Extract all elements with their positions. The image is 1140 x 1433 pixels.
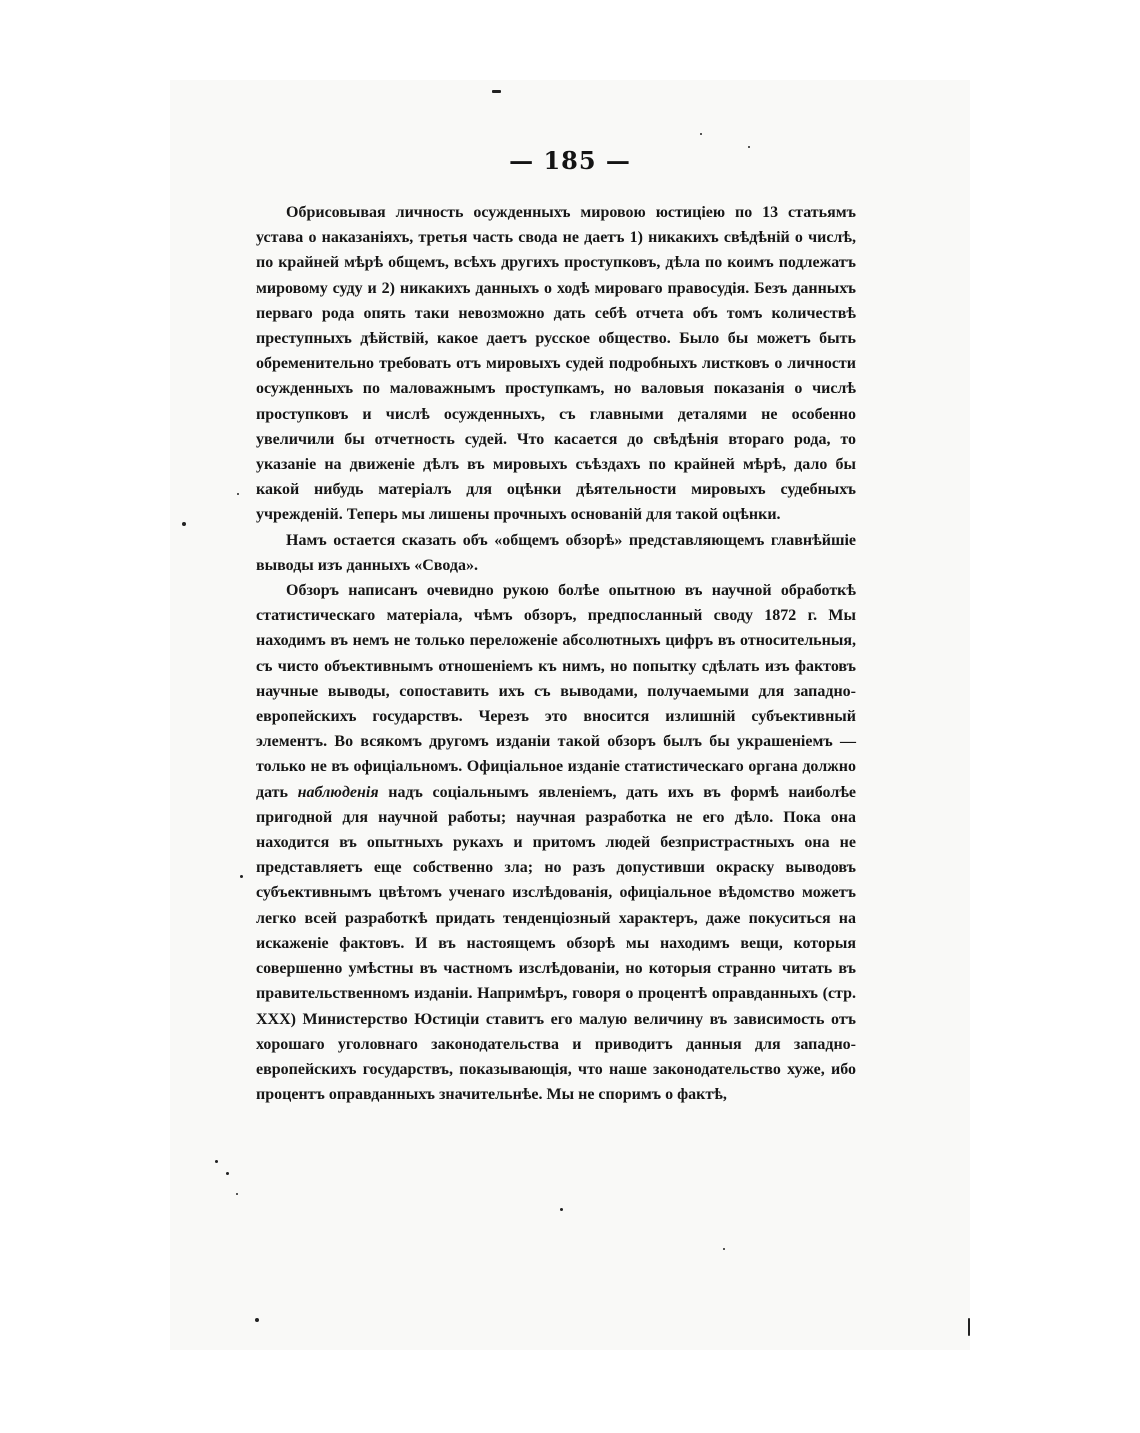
- scan-speck: [240, 875, 243, 878]
- scan-speck: [182, 522, 186, 526]
- paragraph-3-part-1: Обзоръ написанъ очевидно рукою болѣе опытною въ научной обработкѣ статистическаго матеріала, чѣмъ обзоръ, предпосланный своду 1872 г. Мы находимъ въ немъ не только переложеніе абсолютныхъ цифръ въ относительныя, съ чисто объективнымъ отношеніемъ къ нимъ, но попытку сдѣлать изъ фактовъ научные выводы, сопоставить ихъ съ выводами, получаемыми для западно-европейскихъ государствъ. Черезъ это вносится излишній субъективный элементъ. Во всякомъ другомъ изданіи такой обзоръ былъ бы украшеніемъ — только не въ офиціальномъ. Офиціальное изданіе статистическаго органа должно дать: [256, 582, 856, 801]
- scan-speck: [237, 493, 239, 495]
- paragraph-3: [256, 578, 856, 1107]
- italic-term: наблюденія: [297, 783, 379, 801]
- paragraph-1: Обрисовывая личность осужденныхъ мировою юстиціею по 13 статьямъ устава о наказаніяхъ, третья часть свода не даетъ 1) никакихъ свѣдѣній о числѣ, по крайней мѣрѣ общемъ, всѣхъ другихъ проступковъ, дѣла по коимъ подлежатъ мировому суду и 2) никакихъ данныхъ о ходѣ мироваго правосудія. Безъ данныхъ перваго рода опять таки невозможно дать себѣ отчета объ томъ количествѣ преступныхъ дѣйствій, какое даетъ русское общество. Было бы можетъ быть обременительно требовать отъ мировыхъ судей подробныхъ листковъ о личности осужденныхъ по маловажнымъ проступкамъ, но валовыя показанія о числѣ проступковъ и числѣ осужденныхъ, съ главными деталями не особенно увеличили бы отчетность судей. Что касается до свѣдѣнія втораго рода, то указаніе на движеніе дѣлъ въ мировыхъ съѣздахъ по крайней мѣрѣ, дало бы какой нибудь матеріалъ для оцѣнки дѣятельности мировыхъ судебныхъ учрежденій. Теперь мы лишены прочныхъ основаній для такой оцѣнки.: [256, 204, 856, 524]
- scan-speck: [968, 1318, 970, 1336]
- page-number: — 185 —: [509, 146, 631, 175]
- scan-speck: [492, 90, 501, 93]
- paragraph-3-part-2: надъ соціальнымъ явленіемъ, дать ихъ въ формѣ наиболѣе пригодной для научной работы; научная разработка не его дѣло. Пока она находится въ опытныхъ рукахъ и притомъ людей безпристрастныхъ она не представляетъ еще собственно зла; но разъ допустивши окраску выводовъ субъективнымъ цвѣтомъ ученаго изслѣдованія, офиціальное вѣдомство можетъ легко всей разработкѣ придать тенденціозный характеръ, даже покуситься на искаженіе фактовъ. И въ настоящемъ обзорѣ мы находимъ вещи, которыя совершенно умѣстны въ частномъ изслѣдованіи, но которыя странно читать въ правительственномъ изданіи. Напримѣръ, говоря о процентѣ оправданныхъ (стр. XXX) Министерство Юстиціи ставитъ его малую величину въ зависимость отъ хорошаго уголовнаго законодательства и приводитъ данныя для западно-европейскихъ государствъ, показывающія, что наше законодательство хуже, ибо процентъ оправданныхъ значительнѣе. Мы не споримъ о фактѣ,: [256, 783, 857, 1104]
- scan-speck: [560, 1208, 563, 1211]
- scan-speck: [748, 146, 750, 148]
- scan-speck: [215, 1160, 218, 1163]
- scan-speck: [723, 1248, 725, 1250]
- scan-speck: [700, 133, 702, 135]
- scan-speck: [255, 1318, 259, 1322]
- body-text: [256, 200, 856, 1107]
- paragraph-2: Намъ остается сказать объ «общемъ обзорѣ» представляющемъ главнѣйшіе выводы изъ данныхъ «Свода».: [256, 531, 856, 574]
- scan-speck: [236, 1193, 238, 1195]
- scan-speck: [226, 1172, 229, 1175]
